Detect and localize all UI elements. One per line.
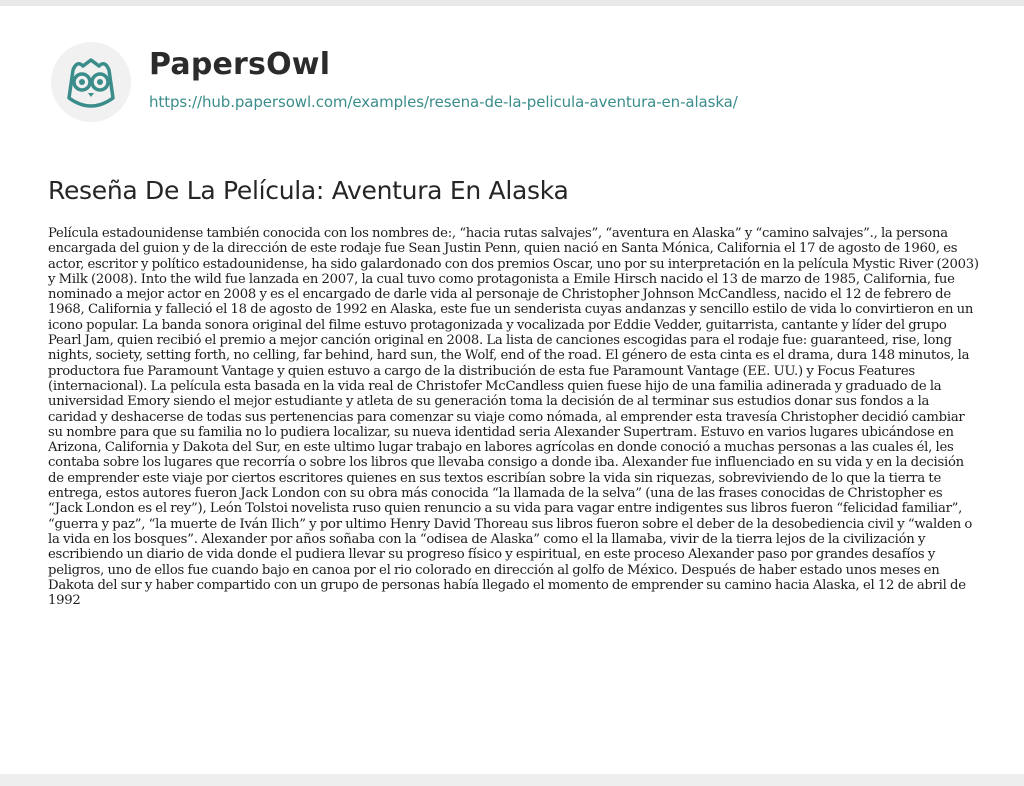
document-body: Película estadounidense también conocida con los nombres de:, “hacia rutas salvajes”, “aventura en Alaska” y “camino salvajes”., la persona encargada del guion y de la dirección de este rodaje fue Sean Justin Penn, quien nació en Santa Mónica, California el 17 de agosto de 1960, es actor, escritor y político estadounidense, ha sido galardonado con dos premios Oscar, uno por su interpretación en la película Mystic River (2003) y Milk (2008). Into the wild fue lanzada en 2007, la cual tuvo como protagonista a Emile Hirsch nacido el 13 de marzo de 1985, California, fue nominado a mejor actor en 2008 y es el encargado de darle vida al personaje de Christopher Johnson McCandless, nacido el 12 de febrero de 1968, California y falleció el 18 de agosto de 1992 en Alaska, este fue un senderista cuyas andanzas y sencillo estilo de vida lo convirtieron en un icono popular. La banda sonora original del filme estuvo protagonizada y vocalizada por Eddie Vedder, guitarrista, cantante y líder del grupo Pearl Jam, quien recibió el premio a mejor canción original en 2008. La lista de canciones escogidas para el rodaje fue: guaranteed, rise, long nights, society, setting forth, no celling, far behind, hard sun, the Wolf, end of the road. El género de esta cinta es el drama, dura 148 minutos, la productora fue Paramount Vantage y quien estuvo a cargo de la distribución de esta fue Paramount Vantage (EE. UU.) y Focus Features (internacional). La película esta basada en la vida real de Christofer McCandless quien fuese hijo de una familia adinerada y graduado de la universidad Emory siendo el mejor estudiante y atleta de su generación toma la decisión de al terminar sus estudios donar sus fondos a la caridad y deshacerse de todas sus pertenencias para comenzar su viaje como nómada, al emprender esta travesía Christopher decidió cambiar su nombre para que su familia no lo pudiera localizar, su nueva identidad seria Alexander Supertram. Estuvo en varios lugares ubicándose en Arizona, California y Dakota del Sur, en este ultimo lugar trabajo en labores agrícolas en donde conoció a muchas personas a las cuales él, les contaba sobre los lugares que recorría o sobre los libros que llevaba consigo a donde iba. Alexander fue influenciado en su vida y en la decisión de emprender este viaje por ciertos escritores quienes en sus textos escribían sobre la vida sin riquezas, sobreviviendo de lo que la tierra te entrega, estos autores fueron Jack London con su obra más conocida “la llamada de la selva” (una de las frases conocidas de Christopher es “Jack London es el rey”), León Tolstoi novelista ruso quien renuncio a su vida para vagar entre indigentes sus libros fueron “felicidad familiar”, “guerra y paz”, “la muerte de Iván Ilich” y por ultimo Henry David Thoreau sus libros fueron sobre el deber de la desobediencia civil y “walden o la vida en los bosques”. Alexander por años soñaba con la “odisea de Alaska” como el la llamaba, vivir de la tierra lejos de la civilización y escribiendo un diario de vida donde el pudiera llevar su progreso físico y espiritual, en este proceso Alexander paso por grandes desafíos y peligros, uno de ellos fue cuando bajo en canoa por el rio colorado en dirección al golfo de México. Después de haber estado unos meses en Dakota del sur y haber compartido con un grupo de personas había llegado el momento de emprender su camino hacia Alaska, el 12 de abril de 1992 — [48, 226, 979, 609]
source-url-link[interactable]: https://hub.papersowl.com/examples/resena-de-la-pelicula-aventura-en-alaska/ — [149, 92, 738, 111]
page-bottom-band — [0, 774, 1024, 786]
document-title: Reseña De La Película: Aventura En Alaska — [48, 176, 569, 205]
page-header — [49, 40, 738, 124]
brand-block — [149, 46, 738, 111]
owl-logo-icon — [49, 40, 133, 124]
brand-name: PapersOwl — [149, 46, 331, 82]
